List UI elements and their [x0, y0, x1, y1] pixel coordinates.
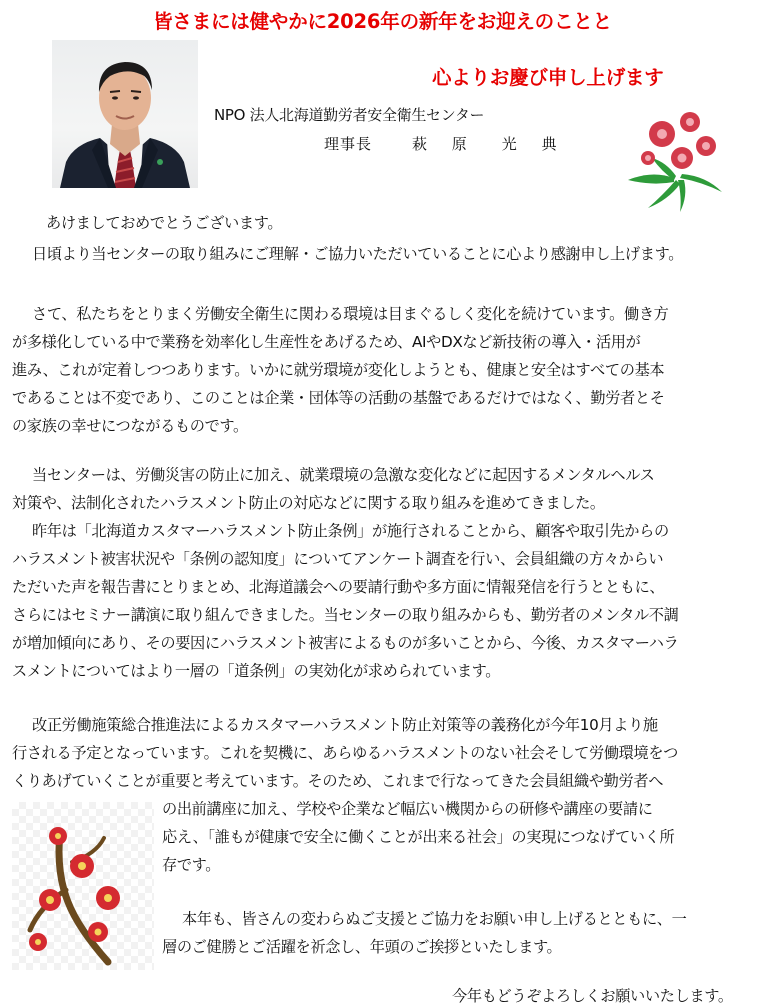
body-line: くりあげていくことが重要と考えています。そのため、これまで行なってきた会員組織や勤労者へ — [12, 772, 664, 790]
organization-name: NPO 法人北海道勤労者安全衛生センター — [214, 106, 485, 124]
body-line: の出前講座に加え、学校や企業など幅広い機関からの研修や講座の要請に — [162, 800, 653, 818]
body-line: 応え、「誰もが健康で安全に働くことが出来る社会」の実現につなげていく所 — [162, 828, 675, 846]
body-line: であることは不変であり、このことは企業・団体等の活動の基盤であるだけではなく、勤労者とそ — [12, 389, 665, 407]
body-line: さらにはセミナー講演に取り組んできました。当センターの取り組みからも、勤労者のメンタル不調 — [12, 606, 679, 624]
greeting-line-2: 心よりお慶び申し上げます — [432, 66, 664, 89]
body-line: 層のご健勝とご活躍を祈念し、年頭のご挨拶といたします。 — [162, 938, 562, 956]
body-line: 進み、これが定着しつつあります。いかに就労環境が変化しようとも、健康と安全はすべての基本 — [12, 361, 665, 379]
body-line: あけましておめでとうございます。 — [46, 214, 283, 232]
body-line: 当センターは、労働災害の防止に加え、就業環境の急激な変化などに起因するメンタルヘルス — [32, 466, 655, 484]
body-line: 日頃より当センターの取り組みにご理解・ご協力いただいていることに心より感謝申し上げます。 — [32, 245, 684, 263]
person-icon — [52, 40, 198, 188]
body-line: ハラスメント被害状況や「条例の認知度」についてアンケート調査を行い、会員組織の方々からい — [12, 550, 664, 568]
body-line: 行される予定となっています。これを契機に、あらゆるハラスメントのない社会そして労働環境をつ — [12, 744, 679, 762]
body-line: 存です。 — [162, 856, 221, 874]
body-line: さて、私たちをとりまく労働安全衛生に関わる環境は目まぐるしく変化を続けています。働き方 — [32, 305, 669, 323]
plum-blossom-icon — [622, 100, 732, 212]
body-line: ただいた声を報告書にとりまとめ、北海道議会への要請行動や多方面に情報発信を行うとともに、 — [12, 578, 665, 596]
body-line: 昨年は「北海道カスタマーハラスメント防止条例」が施行されることから、顧客や取引先からの — [32, 522, 669, 540]
body-line: が多様化している中で業務を効率化し生産性をあげるため、AIやDXなど新技術の導入・活用が — [12, 333, 641, 351]
portrait-photo — [52, 40, 198, 188]
body-line: 対策や、法制化されたハラスメント防止の対応などに関する取り組みを進めてきました。 — [12, 494, 605, 512]
body-line: 改正労働施策総合推進法によるカスタマーハラスメント防止対策等の義務化が今年10月より施 — [32, 716, 658, 734]
plum-branch-icon — [12, 802, 154, 970]
greeting-line-1: 皆さまには健やかに2026年の新年をお迎えのことと — [153, 10, 612, 33]
body-line: 本年も、皆さんの変わらぬご支援とご協力をお願い申し上げるとともに、一 — [182, 910, 687, 928]
author-name: 萩 原 光 典 — [412, 135, 567, 153]
closing-line: 今年もどうぞよろしくお願いいたします。 — [452, 987, 733, 1005]
author-position: 理事長 — [324, 135, 373, 153]
body-line: の家族の幸せにつながるものです。 — [12, 417, 248, 435]
body-line: が増加傾向にあり、その要因にハラスメント被害によるものが多いことから、今後、カスタマーハラ — [12, 634, 679, 652]
author-signature — [324, 133, 567, 154]
body-line: スメントについてはより一層の「道条例」の実効化が求められています。 — [12, 662, 501, 680]
